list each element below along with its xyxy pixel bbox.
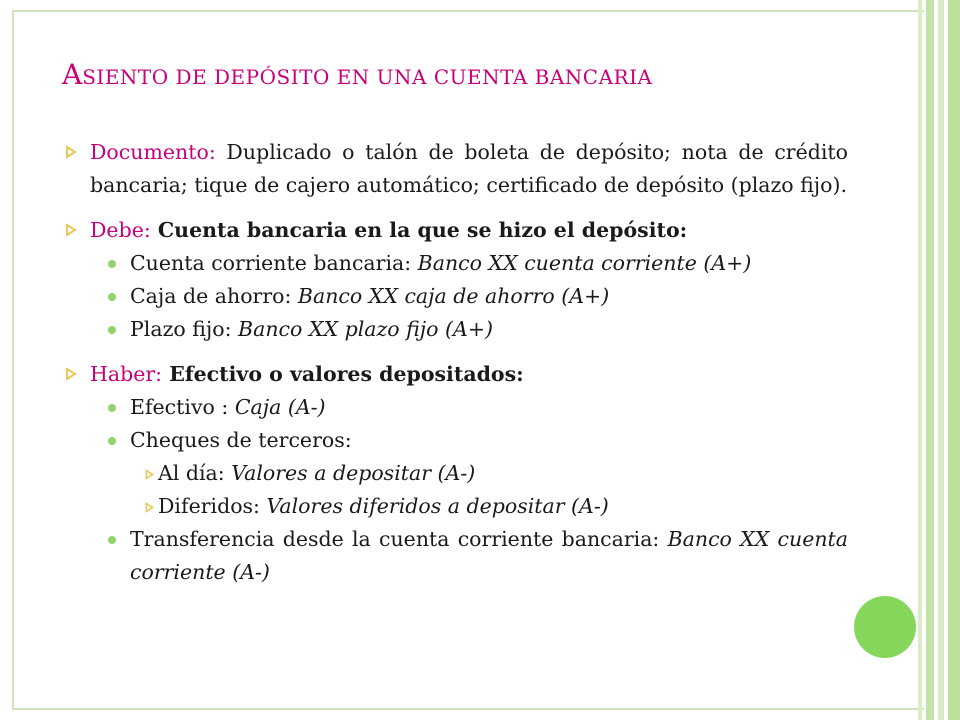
item-text: Transferencia desde la cuenta corriente bancaria: xyxy=(130,527,668,551)
subitem-text: Diferidos: xyxy=(158,494,267,518)
item-text: Caja de ahorro: xyxy=(130,284,298,308)
list-item-haber xyxy=(62,358,848,391)
title-rest: SIENTO DE DEPÓSITO EN UNA CUENTA BANCARIA xyxy=(82,65,653,89)
sub-list-item xyxy=(62,490,848,523)
haber-heading: Efectivo o valores depositados: xyxy=(162,362,524,386)
dot-bullet-icon xyxy=(108,437,116,445)
item-account: Banco XX plazo fijo (A+) xyxy=(238,317,493,341)
bullet-icon xyxy=(144,469,155,480)
bullet-icon xyxy=(64,367,78,381)
item-text: Plazo fijo: xyxy=(130,317,239,341)
dot-bullet-icon xyxy=(108,260,116,268)
list-item xyxy=(62,247,848,280)
haber-label: Haber: xyxy=(90,362,163,386)
bullet-icon xyxy=(64,223,78,237)
slide-title xyxy=(62,54,652,92)
frame-top-line xyxy=(12,10,924,12)
list-item xyxy=(62,391,848,424)
debe-heading: Cuenta bancaria en la que se hizo el depósito: xyxy=(150,218,688,242)
decor-stripe xyxy=(918,0,922,720)
dot-bullet-icon xyxy=(108,293,116,301)
haber-group xyxy=(62,358,848,589)
documento-text: Duplicado o talón de boleta de depósito; nota de crédito bancaria; tique de cajero automático; certificado de depósito (plazo fijo). xyxy=(90,140,848,197)
dot-bullet-icon xyxy=(108,326,116,334)
debe-label: Debe: xyxy=(90,218,151,242)
list-item xyxy=(62,280,848,313)
item-text: Efectivo : xyxy=(130,395,235,419)
slide-body xyxy=(62,136,848,601)
bullet-icon xyxy=(64,145,78,159)
sub-list-item xyxy=(62,457,848,490)
frame-bottom-line xyxy=(12,708,924,710)
green-circle-decoration xyxy=(854,596,916,658)
list-item xyxy=(62,424,848,457)
frame-left-line xyxy=(12,10,14,710)
subitem-text: Al día: xyxy=(158,461,232,485)
documento-label: Documento: xyxy=(90,140,216,164)
item-text: Cuenta corriente bancaria: xyxy=(130,251,418,275)
decor-stripe xyxy=(926,0,934,720)
subitem-account: Valores diferidos a depositar (A-) xyxy=(266,494,609,518)
item-account: Caja (A-) xyxy=(234,395,326,419)
dot-bullet-icon xyxy=(108,404,116,412)
item-account: Banco XX cuenta corriente (A+) xyxy=(417,251,752,275)
list-item-documento xyxy=(62,136,848,202)
subitem-account: Valores a depositar (A-) xyxy=(231,461,476,485)
bullet-icon xyxy=(144,502,155,513)
list-item xyxy=(62,313,848,346)
title-first-letter: A xyxy=(62,58,83,91)
dot-bullet-icon xyxy=(108,536,116,544)
item-account: Banco XX caja de ahorro (A+) xyxy=(297,284,610,308)
decor-stripe xyxy=(938,0,944,720)
list-item xyxy=(62,523,848,589)
debe-group xyxy=(62,214,848,346)
item-account: Banco XX cuenta corriente (A-) xyxy=(130,527,849,584)
decor-stripe xyxy=(948,0,960,720)
item-text: Cheques de terceros: xyxy=(130,428,352,452)
list-item-debe xyxy=(62,214,848,247)
